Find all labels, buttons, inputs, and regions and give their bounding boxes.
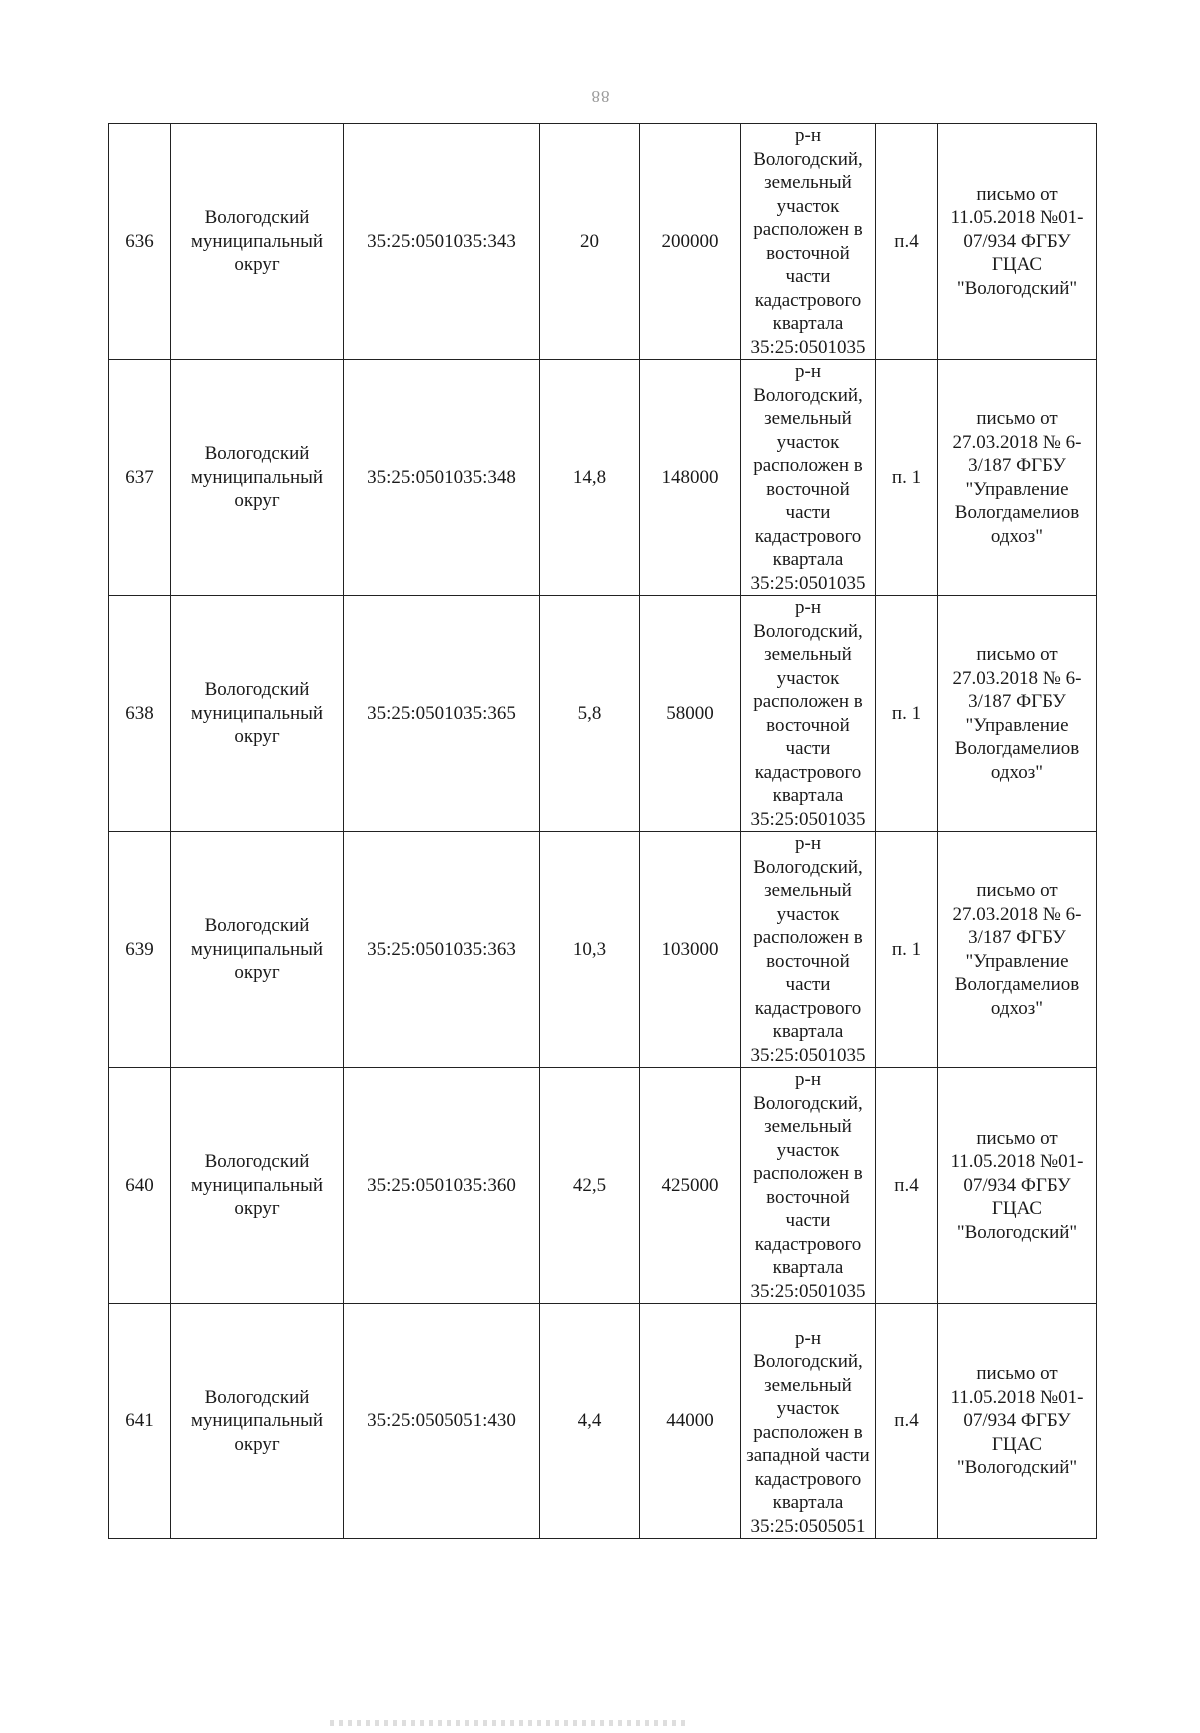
source-document-cell: письмо от 11.05.2018 №01-07/934 ФГБУ ГЦАС "Вологодский"	[938, 1304, 1097, 1539]
row-number-cell: 639	[109, 832, 171, 1068]
source-document-cell: письмо от 27.03.2018 № 6-3/187 ФГБУ "Управление Вологдамелиов одхоз"	[938, 596, 1097, 832]
municipality-cell: Вологодский муниципальный округ	[171, 360, 344, 596]
location-cell: р-н Вологодский, земельный участок расположен в восточной части кадастрового квартала 35:25:0501035	[741, 124, 876, 360]
location-cell: р-н Вологодский, земельный участок расположен в восточной части кадастрового квартала 35:25:0501035	[741, 1068, 876, 1304]
clause-cell: п. 1	[876, 832, 938, 1068]
cadastral-number-cell: 35:25:0501035:365	[344, 596, 540, 832]
table-row	[109, 1068, 1097, 1304]
municipality-cell: Вологодский муниципальный округ	[171, 1068, 344, 1304]
area-m2-cell: 148000	[640, 360, 741, 596]
area-m2-cell: 58000	[640, 596, 741, 832]
clause-cell: п. 1	[876, 596, 938, 832]
table-row	[109, 124, 1097, 360]
source-document-cell: письмо от 11.05.2018 №01-07/934 ФГБУ ГЦАС "Вологодский"	[938, 1068, 1097, 1304]
cadastral-number-cell: 35:25:0505051:430	[344, 1304, 540, 1539]
cadastral-number-cell: 35:25:0501035:363	[344, 832, 540, 1068]
table-row	[109, 360, 1097, 596]
clause-cell: п. 1	[876, 360, 938, 596]
source-document-cell: письмо от 27.03.2018 № 6-3/187 ФГБУ "Управление Вологдамелиов одхоз"	[938, 832, 1097, 1068]
row-number-cell: 636	[109, 124, 171, 360]
clause-cell: п.4	[876, 1068, 938, 1304]
clause-cell: п.4	[876, 1304, 938, 1539]
land-plots-table	[108, 123, 1097, 1539]
area-ha-cell: 42,5	[540, 1068, 640, 1304]
area-ha-cell: 20	[540, 124, 640, 360]
page-number: 88	[590, 87, 610, 106]
source-document-cell: письмо от 11.05.2018 №01-07/934 ФГБУ ГЦАС "Вологодский"	[938, 124, 1097, 360]
scan-artifact	[330, 1720, 690, 1726]
area-m2-cell: 200000	[640, 124, 741, 360]
area-m2-cell: 425000	[640, 1068, 741, 1304]
area-m2-cell: 44000	[640, 1304, 741, 1539]
location-cell: р-н Вологодский, земельный участок расположен в восточной части кадастрового квартала 35:25:0501035	[741, 360, 876, 596]
table-row	[109, 832, 1097, 1068]
table-row	[109, 596, 1097, 832]
area-ha-cell: 4,4	[540, 1304, 640, 1539]
cadastral-number-cell: 35:25:0501035:360	[344, 1068, 540, 1304]
source-document-cell: письмо от 27.03.2018 № 6-3/187 ФГБУ "Управление Вологдамелиов одхоз"	[938, 360, 1097, 596]
municipality-cell: Вологодский муниципальный округ	[171, 596, 344, 832]
row-number-cell: 640	[109, 1068, 171, 1304]
municipality-cell: Вологодский муниципальный округ	[171, 1304, 344, 1539]
clause-cell: п.4	[876, 124, 938, 360]
area-ha-cell: 5,8	[540, 596, 640, 832]
municipality-cell: Вологодский муниципальный округ	[171, 124, 344, 360]
location-cell: р-н Вологодский, земельный участок расположен в восточной части кадастрового квартала 35:25:0501035	[741, 596, 876, 832]
row-number-cell: 641	[109, 1304, 171, 1539]
cadastral-number-cell: 35:25:0501035:343	[344, 124, 540, 360]
municipality-cell: Вологодский муниципальный округ	[171, 832, 344, 1068]
location-cell: р-н Вологодский, земельный участок расположен в восточной части кадастрового квартала 35:25:0501035	[741, 832, 876, 1068]
row-number-cell: 638	[109, 596, 171, 832]
row-number-cell: 637	[109, 360, 171, 596]
area-ha-cell: 10,3	[540, 832, 640, 1068]
table-row	[109, 1304, 1097, 1539]
cadastral-number-cell: 35:25:0501035:348	[344, 360, 540, 596]
area-ha-cell: 14,8	[540, 360, 640, 596]
location-cell: р-н Вологодский, земельный участок расположен в западной части кадастрового квартала 35:25:0505051	[741, 1304, 876, 1539]
area-m2-cell: 103000	[640, 832, 741, 1068]
